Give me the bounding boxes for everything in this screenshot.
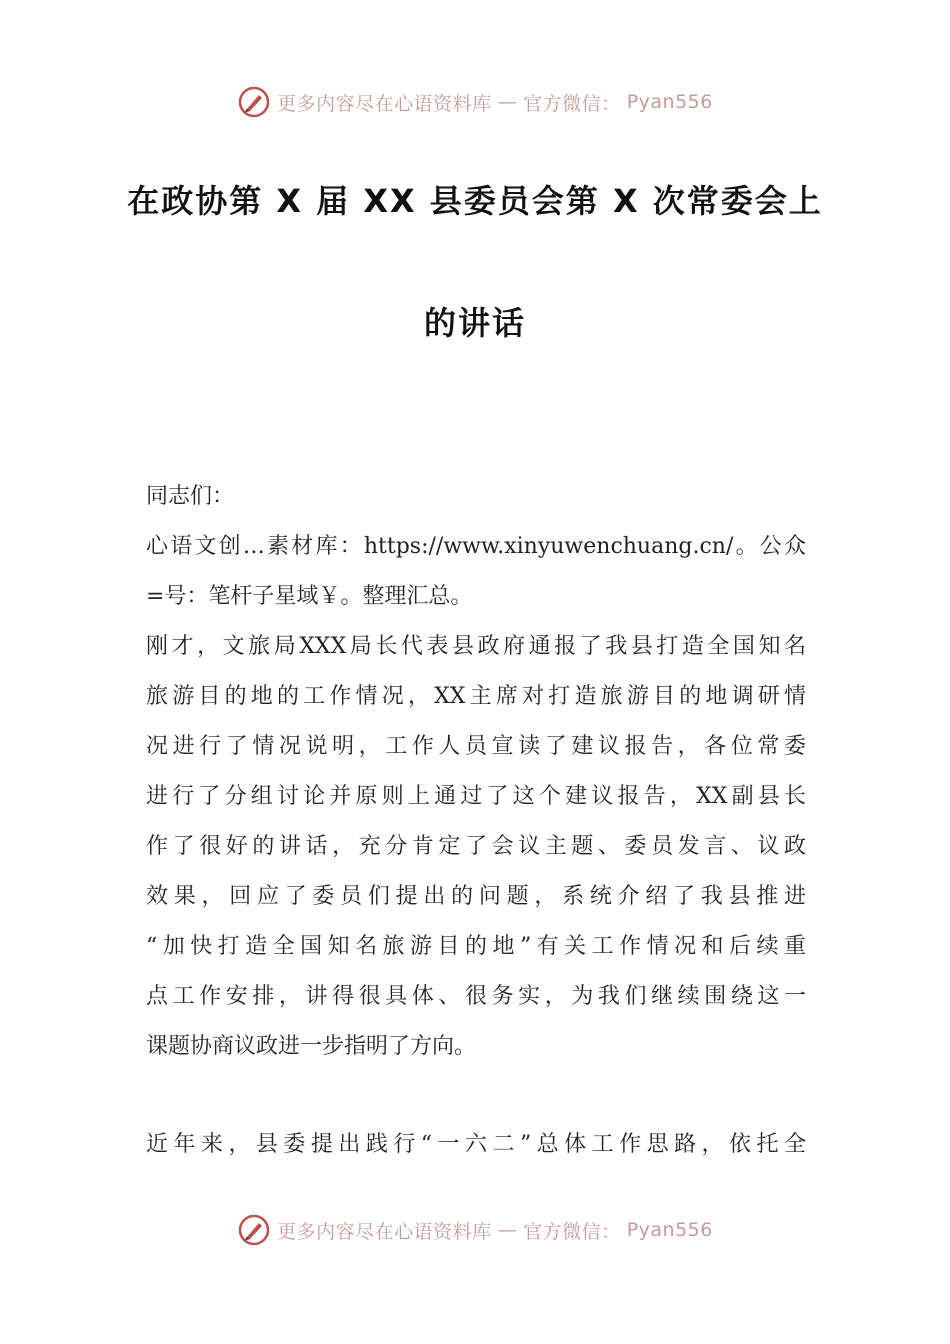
paragraph-line: 效果，回应了委员们提出的问题，系统介绍了我县推进	[146, 884, 806, 909]
paragraph-line: 点工作安排，讲得很具体、很务实，为我们继续围绕这一	[146, 984, 806, 1009]
header-watermark	[0, 80, 950, 124]
watermark-separator: —	[497, 91, 518, 113]
pen-logo-icon	[237, 1213, 271, 1247]
watermark-id: Pyan556	[626, 91, 713, 113]
document-title-line-2: 的讲话	[423, 304, 526, 342]
watermark-label: 官方微信：	[523, 92, 621, 115]
greeting: 同志们：	[146, 484, 235, 509]
paragraph-line: 刚才，文旅局XXX局长代表县政府通报了我县打造全国知名	[146, 634, 806, 659]
paragraph-line: 课题协商议政进一步指明了方向。	[146, 1034, 477, 1059]
watermark-text: 更多内容尽在心语资料库	[277, 92, 492, 115]
paragraph-line: 况进行了情况说明，工作人员宣读了建议报告，各位常委	[146, 734, 806, 759]
watermark-label: 官方微信：	[523, 1220, 621, 1243]
paragraph-line: 旅游目的地的工作情况，XX主席对打造旅游目的地调研情	[146, 684, 806, 709]
pen-logo-icon	[237, 85, 271, 119]
paragraph-line: 近年来，县委提出践行“一六二”总体工作思路，依托全	[146, 1132, 806, 1157]
paragraph-line: “加快打造全国知名旅游目的地”有关工作情况和后续重	[146, 934, 806, 959]
watermark-text: 更多内容尽在心语资料库	[277, 1220, 492, 1243]
document-title-line-1: 在政协第 X 届 XX 县委员会第 X 次常委会上	[127, 182, 823, 220]
footer-watermark	[0, 1208, 950, 1252]
watermark-separator: —	[497, 1219, 518, 1241]
paragraph-line: 作了很好的讲话，充分肯定了会议主题、委员发言、议政	[146, 834, 806, 859]
paragraph-line: 进行了分组讨论并原则上通过了这个建议报告，XX副县长	[146, 784, 806, 809]
source-line: 心语文创…素材库：https://www.xinyuwenchuang.cn/。公众	[146, 534, 806, 559]
watermark-id: Pyan556	[626, 1219, 713, 1241]
source-line: =号：笔杆子星域￥。整理汇总。	[146, 584, 473, 609]
